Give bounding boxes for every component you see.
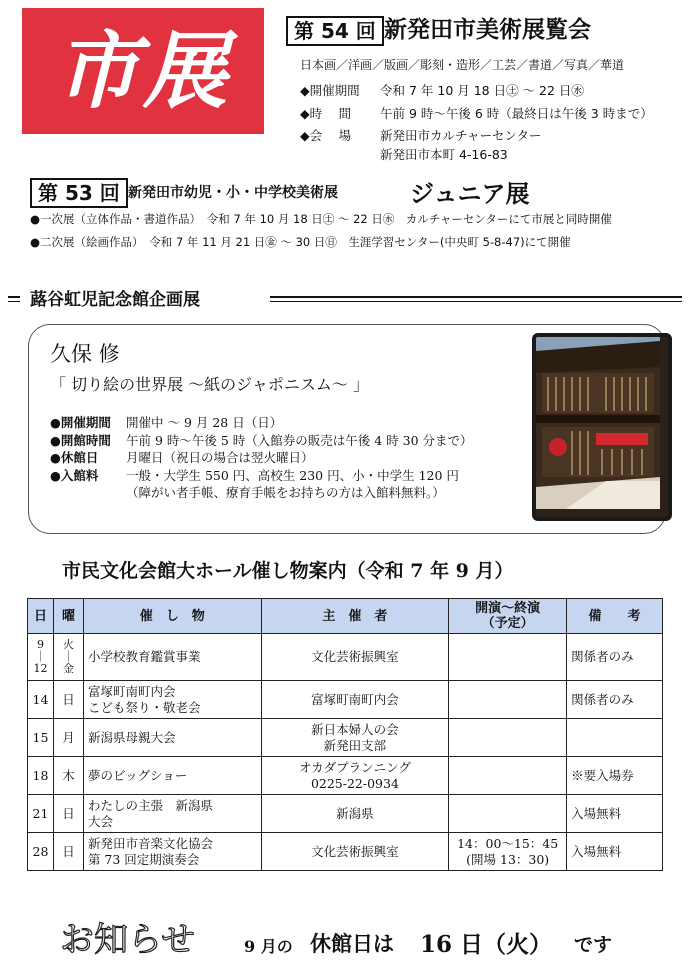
cell-weekday: 日 — [53, 681, 83, 719]
cell-time — [449, 757, 567, 795]
cell-time: 14：00～15：45 (開場 13：30) — [449, 833, 567, 871]
cell-event: 小学校教育鑑賞事業 — [83, 634, 261, 681]
time-label: ◆時 間 — [300, 106, 352, 121]
info-row-fee — [50, 467, 473, 485]
cell-notes: 入場無料 — [567, 795, 663, 833]
table-row — [28, 681, 663, 719]
memorial-info-list — [50, 414, 473, 502]
header-weekday: 曜 — [53, 599, 83, 634]
info-value: 開催中 ～ 9 月 28 日（日） — [126, 415, 283, 430]
cell-notes — [567, 719, 663, 757]
cell-day: 21 — [28, 795, 54, 833]
info-row-hours — [50, 432, 473, 450]
notice-date: 16 日（火） — [420, 931, 553, 958]
header-time: 開演～終演 （予定） — [449, 599, 567, 634]
cell-event: 富塚町南町内会 こども祭り・敬老会 — [83, 681, 261, 719]
fee-note: （障がい者手帳、療育手帳をお持ちの方は入館料無料。） — [126, 485, 445, 500]
cell-organizer: 富塚町南町内会 — [261, 681, 449, 719]
artist-name: 久保 修 — [50, 342, 120, 366]
table-row — [28, 719, 663, 757]
header-notes: 備 考 — [567, 599, 663, 634]
venue-address: 新発田市本町 4-16-83 — [380, 147, 508, 162]
info-value: 午前 9 時～午後 5 時（入館券の販売は午後 4 時 30 分まで） — [126, 432, 473, 448]
exhibit-title: 「 切り絵の世界展 ～紙のジャポニスム～ 」 — [50, 375, 369, 394]
table-row — [28, 634, 663, 681]
second-round-info: ●二次展（絵画作品） 令和 7 年 11 月 21 日㊎ ～ 30 日㊐ 生涯学習センター(中央町 5-8-47)にて開催 — [30, 235, 571, 249]
cell-organizer: オカダプランニング 0225-22-0934 — [261, 757, 449, 795]
cell-weekday: 日 — [53, 833, 83, 871]
memorial-section-title: 蕗谷虹児記念館企画展 — [30, 290, 200, 310]
exhibition54-number: 第 54 回 — [286, 16, 384, 46]
notice-closed-label: 休館日は — [310, 931, 394, 956]
cell-organizer: 新潟県 — [261, 795, 449, 833]
cell-notes: 入場無料 — [567, 833, 663, 871]
info-label: ●入館料 — [50, 467, 99, 483]
exhibition54-categories: 日本画／洋画／版画／彫刻・造形／工芸／書道／写真／華道 — [300, 58, 625, 72]
table-row — [28, 833, 663, 871]
info-label: ●開催期間 — [50, 415, 111, 430]
cell-notes: 関係者のみ — [567, 681, 663, 719]
venue-label: ◆会 場 — [300, 128, 352, 143]
info-row-closed — [50, 449, 473, 467]
cell-event: わたしの主張 新潟県 大会 — [83, 795, 261, 833]
exhibition54-title: 新発田市美術展覧会 — [384, 17, 591, 43]
cell-weekday: 木 — [53, 757, 83, 795]
cell-time — [449, 634, 567, 681]
cell-weekday: 月 — [53, 719, 83, 757]
cell-weekday: 火 ｜ 金 — [53, 634, 83, 681]
street-scene-illustration — [536, 337, 660, 509]
section-divider-left — [8, 296, 20, 302]
cell-weekday: 日 — [53, 795, 83, 833]
cell-event: 夢のビッグショー — [83, 757, 261, 795]
cell-organizer: 文化芸術振興室 — [261, 833, 449, 871]
header-organizer: 主 催 者 — [261, 599, 449, 634]
cell-time — [449, 681, 567, 719]
hall-events-table — [27, 598, 663, 871]
notice-suffix: です — [574, 934, 613, 956]
cell-time — [449, 795, 567, 833]
header-day: 日 — [28, 599, 54, 634]
cell-day: 18 — [28, 757, 54, 795]
info-label: ●開館時間 — [50, 432, 111, 448]
info-label: ●休館日 — [50, 450, 99, 465]
exhibition53-subtitle: 新発田市幼児・小・中学校美術展 — [128, 185, 338, 201]
cell-organizer: 新日本婦人の会 新発田支部 — [261, 719, 449, 757]
period-label: ◆開催期間 — [300, 83, 360, 98]
city-exhibition-logo — [22, 8, 264, 134]
info-value: 一般・大学生 550 円、高校生 230 円、小・中学生 120 円 — [126, 467, 459, 483]
info-value: 月曜日（祝日の場合は翌火曜日） — [126, 450, 314, 465]
cell-notes: 関係者のみ — [567, 634, 663, 681]
papercut-artwork-image — [532, 333, 672, 521]
hall-events-title: 市民文化会館大ホール催し物案内（令和 7 年 9 月） — [62, 560, 514, 582]
exhibition53-title: ジュニア展 — [410, 180, 530, 208]
time-value: 午前 9 時～午後 6 時（最終日は午後 3 時まで） — [380, 106, 653, 121]
notice-month: 9 月の — [244, 937, 293, 956]
table-row — [28, 757, 663, 795]
cell-event: 新発田市音楽文化協会 第 73 回定期演奏会 — [83, 833, 261, 871]
period-value: 令和 7 年 10 月 18 日㊏ ～ 22 日㊌ — [380, 83, 584, 98]
cell-event: 新潟県母親大会 — [83, 719, 261, 757]
cell-notes: ※要入場券 — [567, 757, 663, 795]
header-event: 催 し 物 — [83, 599, 261, 634]
table-header-row — [28, 599, 663, 634]
cell-day: 15 — [28, 719, 54, 757]
cell-day: 28 — [28, 833, 54, 871]
cell-day: 9 ｜ 12 — [28, 634, 54, 681]
venue-value: 新発田市カルチャーセンター — [380, 128, 542, 143]
exhibition53-number: 第 53 回 — [30, 178, 128, 208]
info-row-period — [50, 414, 473, 432]
logo-text: 市展 — [54, 21, 231, 120]
cell-time — [449, 719, 567, 757]
cell-day: 14 — [28, 681, 54, 719]
cell-organizer: 文化芸術振興室 — [261, 634, 449, 681]
notice-heading: お知らせ — [60, 920, 195, 960]
table-row — [28, 795, 663, 833]
section-divider-right — [270, 296, 682, 302]
first-round-info: ●一次展（立体作品・書道作品） 令和 7 年 10 月 18 日㊏ ～ 22 日㊌ カルチャーセンターにて市展と同時開催 — [30, 212, 612, 226]
